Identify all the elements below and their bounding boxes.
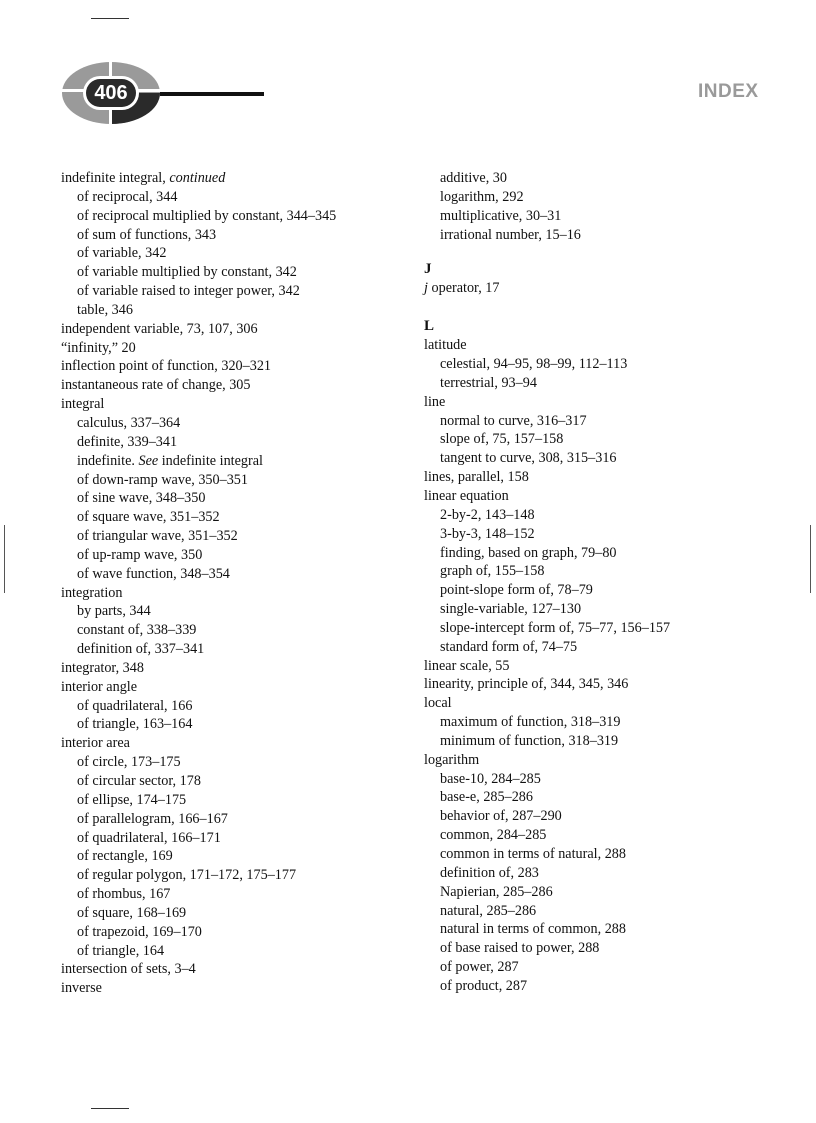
index-subentry (424, 807, 794, 826)
entry-text: of quadrilateral, 166 (77, 697, 193, 714)
index-subentry (424, 939, 794, 958)
index-subentry (424, 977, 794, 996)
entry-text: of triangle, 163–164 (77, 716, 193, 733)
index-subentry (61, 508, 401, 527)
index-subentry (424, 188, 794, 207)
entry-text: additive, 30 (440, 170, 507, 186)
index-subentry (424, 544, 794, 563)
entry-text: slope of, 75, 157–158 (440, 431, 564, 448)
index-subentry (424, 638, 794, 657)
entry-text: of parallelogram, 166–167 (77, 810, 228, 827)
entry-text: instantaneous rate of change, 305 (61, 377, 251, 394)
index-entry (424, 336, 794, 355)
index-subentry (424, 430, 794, 449)
index-entry (61, 734, 401, 753)
entry-text: integral (61, 396, 105, 413)
index-entry (61, 357, 401, 376)
entry-text: linearity, principle of, 344, 345, 346 (424, 676, 629, 693)
index-entry (61, 376, 401, 395)
entry-text: local (424, 695, 452, 712)
entry-text: calculus, 337–364 (77, 414, 181, 431)
index-entry (61, 584, 401, 603)
entry-text: logarithm, 292 (440, 188, 524, 205)
entry-italic: j (424, 280, 428, 297)
entry-text: common in terms of natural, 288 (440, 846, 626, 862)
entry-text: definition of, 337–341 (77, 641, 205, 658)
index-subentry (61, 697, 401, 716)
entry-text: 2-by-2, 143–148 (440, 506, 535, 523)
index-subentry (61, 489, 401, 508)
index-subentry (61, 810, 401, 829)
index-subentry (61, 942, 401, 961)
index-subentry (61, 753, 401, 772)
entry-text: table, 346 (77, 301, 133, 318)
entry-text: of triangle, 164 (77, 942, 165, 959)
index-subentry (424, 600, 794, 619)
entry-text: point-slope form of, 78–79 (440, 582, 593, 599)
entry-text: of down-ramp wave, 350–351 (77, 471, 248, 488)
index-subentry (61, 621, 401, 640)
index-subentry (424, 845, 794, 864)
index-subentry (61, 226, 401, 245)
index-entry (424, 279, 794, 298)
index-subentry (61, 772, 401, 791)
entry-text: slope-intercept form of, 75–77, 156–157 (440, 619, 671, 636)
entry-text: of reciprocal, 344 (77, 188, 178, 205)
entry-text: interior area (61, 735, 130, 752)
index-subentry (61, 546, 401, 565)
entry-text: of base raised to power, 288 (440, 940, 600, 957)
index-entry (61, 960, 401, 979)
entry-text: of square wave, 351–352 (77, 509, 220, 526)
entry-text: graph of, 155–158 (440, 563, 545, 580)
entry-text: celestial, 94–95, 98–99, 112–113 (440, 356, 628, 373)
index-entry (424, 468, 794, 487)
entry-text: indefinite integral, (61, 170, 170, 186)
index-subentry (424, 374, 794, 393)
index-subentry (61, 847, 401, 866)
index-subentry (61, 866, 401, 885)
entry-text: of product, 287 (440, 977, 528, 994)
index-subentry (61, 602, 401, 621)
entry-text: indefinite. (77, 452, 139, 469)
crop-mark-right (810, 525, 811, 593)
entry-text: lines, parallel, 158 (424, 469, 529, 486)
entry-text: natural, 285–286 (440, 902, 537, 919)
entry-text: linear scale, 55 (424, 657, 510, 674)
entry-text: of circular sector, 178 (77, 773, 201, 789)
entry-text: linear equation (424, 487, 509, 504)
index-subentry (424, 412, 794, 431)
entry-text: interior angle (61, 678, 138, 695)
entry-text: of sum of functions, 343 (77, 226, 217, 243)
index-subentry (61, 885, 401, 904)
index-subentry (424, 226, 794, 245)
index-subentry (424, 732, 794, 751)
left-index-column (61, 169, 401, 998)
entry-text: inflection point of function, 320–321 (61, 358, 272, 375)
index-subentry (424, 581, 794, 600)
entry-text: base-e, 285–286 (440, 789, 533, 806)
entry-text: behavior of, 287–290 (440, 808, 562, 825)
entry-text: of rhombus, 167 (77, 886, 171, 903)
index-subentry (61, 640, 401, 659)
entry-text: terrestrial, 93–94 (440, 374, 537, 391)
index-subentry (424, 788, 794, 807)
entry-text: 3-by-3, 148–152 (440, 525, 535, 542)
page-number: 406 (94, 82, 128, 104)
entry-text: of triangular wave, 351–352 (77, 528, 238, 545)
entry-text: irrational number, 15–16 (440, 226, 581, 243)
index-subentry (61, 791, 401, 810)
index-subentry (61, 301, 401, 320)
index-subentry (424, 207, 794, 226)
entry-text: of rectangle, 169 (77, 848, 173, 865)
index-subentry (424, 506, 794, 525)
index-entry (61, 659, 401, 678)
entry-text: of power, 287 (440, 959, 519, 976)
index-subentry (424, 883, 794, 902)
index-entry (61, 979, 401, 998)
entry-text: independent variable, 73, 107, 306 (61, 320, 258, 337)
index-subentry (61, 207, 401, 226)
entry-text: line (424, 393, 446, 410)
index-subentry (424, 525, 794, 544)
index-entry (424, 657, 794, 676)
entry-text: of variable, 342 (77, 245, 167, 262)
entry-text: Napierian, 285–286 (440, 883, 553, 900)
index-subentry (61, 244, 401, 263)
entry-text: of variable multiplied by constant, 342 (77, 264, 297, 281)
index-entry (61, 395, 401, 414)
entry-text: inverse (61, 980, 102, 997)
entry-text: of reciprocal multiplied by constant, 344–345 (77, 207, 337, 224)
continued-note: continued (169, 170, 226, 186)
section-title: INDEX (698, 81, 759, 102)
index-subentry (61, 923, 401, 942)
index-subentry (424, 770, 794, 789)
index-subentry (61, 904, 401, 923)
entry-text: of up-ramp wave, 350 (77, 546, 203, 563)
entry-text: single-variable, 127–130 (440, 601, 582, 618)
index-subentry (424, 902, 794, 921)
entry-text: of variable raised to integer power, 342 (77, 283, 300, 300)
index-entry (424, 694, 794, 713)
index-subentry (424, 169, 794, 188)
index-subentry (61, 188, 401, 207)
entry-text: logarithm (424, 751, 480, 768)
entry-text: base-10, 284–285 (440, 770, 541, 787)
entry-text: maximum of function, 318–319 (440, 714, 621, 731)
entry-text: constant of, 338–339 (77, 622, 197, 639)
index-subentry (61, 527, 401, 546)
entry-text: integrator, 348 (61, 659, 144, 676)
index-entry (424, 487, 794, 506)
entry-text: of sine wave, 348–350 (77, 490, 206, 507)
entry-text: natural in terms of common, 288 (440, 921, 626, 938)
entry-text: “infinity,” 20 (61, 339, 136, 356)
letter-heading-j: J (424, 261, 432, 278)
index-subentry (424, 958, 794, 977)
entry-text: of wave function, 348–354 (77, 565, 230, 582)
entry-text: multiplicative, 30–31 (440, 207, 562, 224)
entry-text: by parts, 344 (77, 603, 151, 620)
entry-text: normal to curve, 316–317 (440, 412, 587, 429)
entry-text: operator, 17 (427, 280, 500, 297)
entry-text: definite, 339–341 (77, 433, 178, 450)
entry-text: of quadrilateral, 166–171 (77, 829, 221, 846)
index-entry (61, 320, 401, 339)
index-subentry (424, 562, 794, 581)
entry-text: of trapezoid, 169–170 (77, 923, 202, 940)
entry-text: indefinite integral (158, 452, 263, 469)
entry-text: tangent to curve, 308, 315–316 (440, 450, 617, 467)
index-subentry (424, 355, 794, 374)
entry-text: standard form of, 74–75 (440, 638, 578, 655)
entry-text: definition of, 283 (440, 864, 539, 881)
index-entry (61, 678, 401, 697)
entry-text: of ellipse, 174–175 (77, 791, 187, 808)
entry-text: finding, based on graph, 79–80 (440, 544, 617, 561)
entry-text: of circle, 173–175 (77, 754, 181, 771)
index-entry (424, 751, 794, 770)
index-entry (424, 393, 794, 412)
index-entry (424, 675, 794, 694)
index-subentry (61, 282, 401, 301)
index-subentry (424, 713, 794, 732)
index-subentry (61, 829, 401, 848)
index-subentry (424, 449, 794, 468)
entry-text: common, 284–285 (440, 827, 547, 844)
entry-text: latitude (424, 337, 467, 354)
index-subentry (424, 864, 794, 883)
crop-mark-left (4, 525, 5, 593)
crop-mark-top (91, 18, 129, 19)
page-number-badge (60, 58, 270, 128)
see-reference: See (138, 452, 159, 469)
entry-text: of regular polygon, 171–172, 175–177 (77, 867, 297, 884)
index-subentry (61, 715, 401, 734)
index-subentry (61, 565, 401, 584)
right-index-column (424, 169, 794, 996)
entry-text: minimum of function, 318–319 (440, 732, 619, 749)
index-subentry (61, 471, 401, 490)
entry-text: of square, 168–169 (77, 904, 187, 921)
index-subentry (61, 414, 401, 433)
entry-text: intersection of sets, 3–4 (61, 961, 196, 978)
index-entry (61, 169, 401, 188)
index-subentry (61, 452, 401, 471)
index-subentry (61, 433, 401, 452)
letter-heading-l: L (424, 318, 435, 335)
crop-mark-bottom (91, 1108, 129, 1109)
entry-text: integration (61, 584, 123, 601)
index-subentry (424, 920, 794, 939)
index-subentry (424, 619, 794, 638)
index-subentry (61, 263, 401, 282)
index-entry (61, 339, 401, 358)
index-subentry (424, 826, 794, 845)
